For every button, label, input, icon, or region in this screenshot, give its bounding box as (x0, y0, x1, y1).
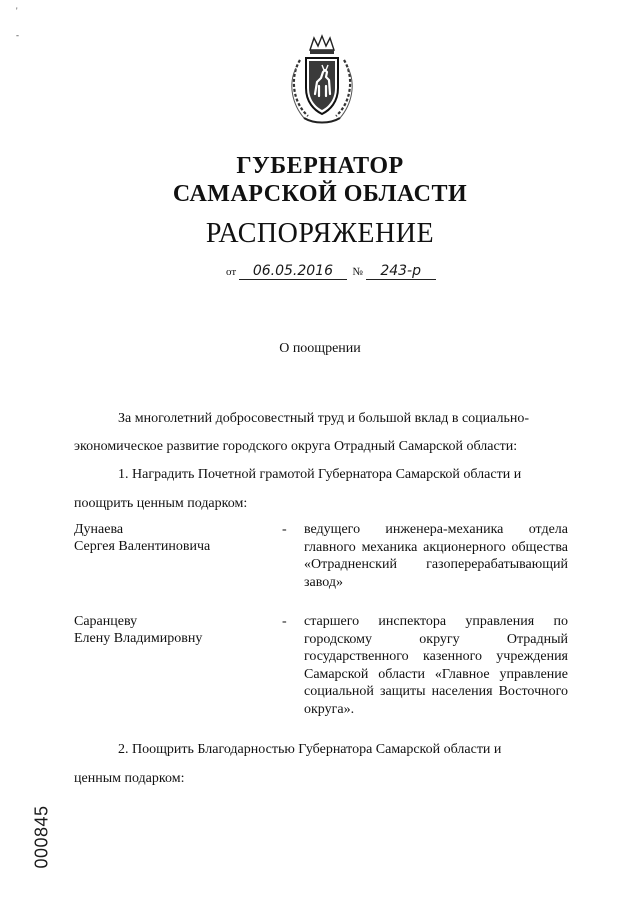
awardee-given-names: Елену Владимировну (74, 631, 203, 646)
awardee-surname: Дунаева (74, 522, 124, 537)
document-type-title: РАСПОРЯЖЕНИЕ (205, 218, 435, 249)
authority-title: ГУБЕРНАТОР (236, 153, 404, 179)
handwritten-date: 06.05.2016 (239, 263, 347, 280)
region-title: САМАРСКОЙ ОБЛАСТИ (172, 181, 468, 207)
awardee-name (74, 521, 274, 555)
awardee-name (74, 613, 274, 647)
awardee-surname: Саранцеву (74, 614, 138, 629)
list-dash: - (282, 522, 287, 537)
intro-paragraph-line: экономическое развитие городского округа Отрадный Самарской области: (74, 439, 518, 454)
date-prefix: от (226, 266, 237, 278)
awardee-position: ведущего инженера-механика отдела главного механика акционерного общества «Отрадненский газоперерабатывающий завод» (304, 522, 568, 590)
handwritten-number: 243-р (366, 263, 436, 280)
item-1-line: поощрить ценным подарком: (74, 496, 248, 511)
item-2-line: ценным подарком: (74, 771, 185, 786)
scan-mark: - (16, 30, 19, 40)
item-2-line: 2. Поощрить Благодарностью Губернатора Самарской области и (118, 742, 502, 757)
list-dash: - (282, 614, 287, 629)
registration-line (226, 262, 606, 282)
form-serial-number: 000845 (31, 805, 52, 869)
number-prefix: № (352, 266, 363, 278)
item-1-line: 1. Наградить Почетной грамотой Губернатора Самарской области и (118, 467, 522, 482)
awardee-given-names: Сергея Валентиновича (74, 539, 211, 554)
form-serial-stamp (30, 792, 54, 882)
awardee-position: старшего инспектора управления по городскому округу Отрадный государственного казенного учреждения Самарской области «Главное управление социальной защиты населения Восточного округа». (304, 614, 568, 717)
scan-mark: ' (16, 6, 18, 16)
intro-paragraph-line: За многолетний добросовестный труд и большой вклад в социально- (118, 411, 530, 426)
document-subject: О поощрении (279, 341, 361, 356)
samara-coat-of-arms-icon (286, 32, 358, 128)
